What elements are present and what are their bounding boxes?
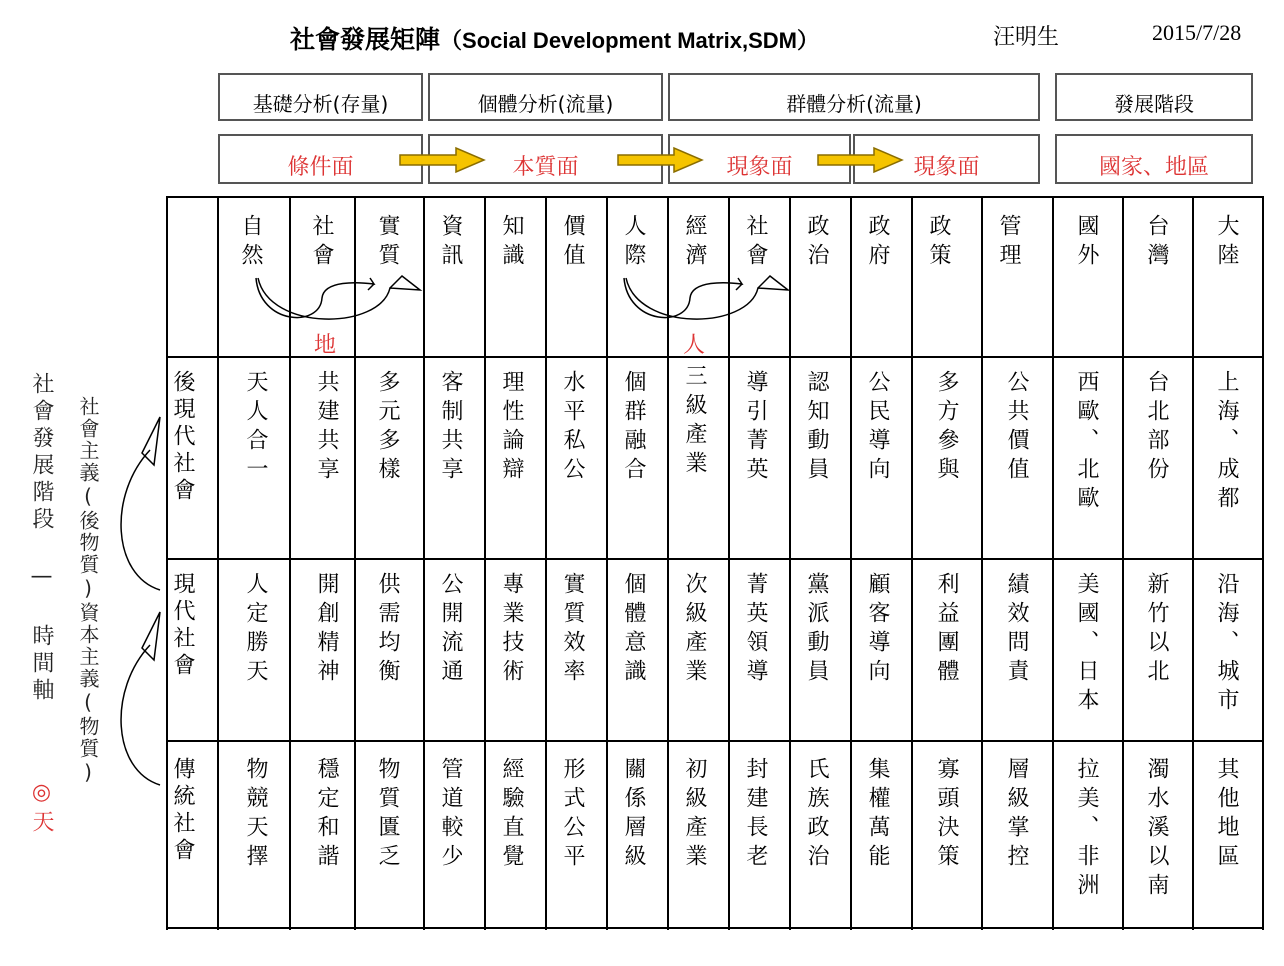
column-header-management: 管理 <box>996 214 1021 272</box>
table-cell: 管道較少 <box>438 757 463 873</box>
table-cell: 層級掌控 <box>1004 757 1029 873</box>
table-cell: 人定勝天 <box>243 572 268 688</box>
table-cell: 封建長老 <box>743 757 768 873</box>
table-cell: 物競天擇 <box>243 757 268 873</box>
flow-arrow-icon <box>616 146 706 176</box>
author: 汪明生 <box>993 25 1060 50</box>
table-cell: 集權萬能 <box>865 757 890 873</box>
table-cell: 寡頭決策 <box>934 757 959 873</box>
side-axis-label: 社會發展階段 — 時間軸 <box>29 372 54 705</box>
row-label-modern: 現代社會 <box>170 572 195 680</box>
table-cell: 公開流通 <box>438 572 463 688</box>
table-cell: 績效問責 <box>1004 572 1029 688</box>
column-header-economy: 經濟 <box>682 214 707 272</box>
table-cell: 美國、日本 <box>1074 572 1099 717</box>
column-header-taiwan: 台灣 <box>1144 214 1169 272</box>
table-cell: 實質效率 <box>560 572 585 688</box>
table-cell: 理性論辯 <box>499 370 524 486</box>
table-cell: 穩定和諧 <box>314 757 339 873</box>
date: 2015/7/28 <box>1152 20 1242 45</box>
table-cell: 多方參與 <box>934 370 959 486</box>
table-cell: 形式公平 <box>560 757 585 873</box>
table-cell: 經驗直覺 <box>499 757 524 873</box>
curved-flow-arrow-icon <box>250 270 430 330</box>
side-axis-mark: ◎天 <box>29 780 54 837</box>
flow-arrow-icon <box>398 146 488 176</box>
column-header-physical: 實質 <box>375 214 400 272</box>
table-cell: 三級產業 <box>682 364 707 480</box>
stage-transition-arrow-icon <box>112 405 172 810</box>
row-label-traditional: 傳統社會 <box>170 757 195 865</box>
table-cell: 台北部份 <box>1144 370 1169 486</box>
table-cell: 黨派動員 <box>804 572 829 688</box>
flow-label-land: 地 <box>314 333 337 358</box>
table-cell: 西歐、北歐 <box>1074 370 1099 515</box>
row-label-postmodern: 後現代社會 <box>170 370 195 505</box>
table-cell: 天人合一 <box>243 370 268 486</box>
table-cell: 公民導向 <box>865 370 890 486</box>
column-header-information: 資訊 <box>438 214 463 272</box>
column-header-society: 社會 <box>309 214 334 272</box>
table-cell: 利益團體 <box>934 572 959 688</box>
column-header-society-2: 社會 <box>743 214 768 272</box>
table-cell: 沿海、城市 <box>1214 572 1239 717</box>
flow-label-people: 人 <box>683 333 706 358</box>
column-header-mainland: 大陸 <box>1214 214 1239 272</box>
table-cell: 濁水溪以南 <box>1144 757 1169 902</box>
group-label-individual: 個體分析(流量) <box>428 73 663 121</box>
table-cell: 關係層級 <box>621 757 646 873</box>
group-label-group: 群體分析(流量) <box>668 73 1040 121</box>
group-label-stage: 發展階段 <box>1055 73 1253 121</box>
column-header-politics: 政治 <box>804 214 829 272</box>
table-cell: 物質匱乏 <box>375 757 400 873</box>
aspect-condition: 條件面 <box>218 134 423 184</box>
table-cell: 氏族政治 <box>804 757 829 873</box>
aspect-region: 國家、地區 <box>1055 134 1253 184</box>
page-title-en: （Social Development Matrix,SDM） <box>440 28 819 53</box>
table-cell: 個體意識 <box>621 572 646 688</box>
column-header-nature: 自然 <box>238 214 263 272</box>
column-header-value: 價值 <box>560 214 585 272</box>
table-cell: 拉美、非洲 <box>1074 757 1099 902</box>
table-cell: 初級產業 <box>682 757 707 873</box>
table-cell: 上海、成都 <box>1214 370 1239 515</box>
table-cell: 顧客導向 <box>865 572 890 688</box>
table-cell: 供需均衡 <box>375 572 400 688</box>
side-ideology-label: 社會主義(後物質)資本主義(物質) <box>76 396 100 786</box>
table-cell: 專業技術 <box>499 572 524 688</box>
table-cell: 認知動員 <box>804 370 829 486</box>
table-cell: 公共價值 <box>1004 370 1029 486</box>
aspect-essence: 本質面 <box>428 134 663 184</box>
page-title: 社會發展矩陣（Social Development Matrix,SDM） <box>290 25 819 54</box>
table-cell: 客制共享 <box>438 370 463 486</box>
aspect-phenomenon-2: 現象面 <box>853 134 1040 184</box>
table-cell: 導引菁英 <box>743 370 768 486</box>
table-cell: 水平私公 <box>560 370 585 486</box>
table-cell: 次級產業 <box>682 572 707 688</box>
group-label-basic: 基礎分析(存量) <box>218 73 423 121</box>
aspect-phenomenon-1: 現象面 <box>668 134 851 184</box>
table-cell: 共建共享 <box>314 370 339 486</box>
curved-flow-arrow-icon <box>618 270 798 330</box>
column-header-interpersonal: 人際 <box>621 214 646 272</box>
table-cell: 多元多樣 <box>375 370 400 486</box>
column-header-knowledge: 知識 <box>499 214 524 272</box>
flow-arrow-icon <box>816 146 906 176</box>
column-header-policy: 政策 <box>926 214 951 272</box>
table-cell: 新竹以北 <box>1144 572 1169 688</box>
table-cell: 菁英領導 <box>743 572 768 688</box>
column-header-abroad: 國外 <box>1074 214 1099 272</box>
table-cell: 個群融合 <box>621 370 646 486</box>
table-cell: 其他地區 <box>1214 757 1239 873</box>
column-header-government: 政府 <box>865 214 890 272</box>
table-cell: 開創精神 <box>314 572 339 688</box>
